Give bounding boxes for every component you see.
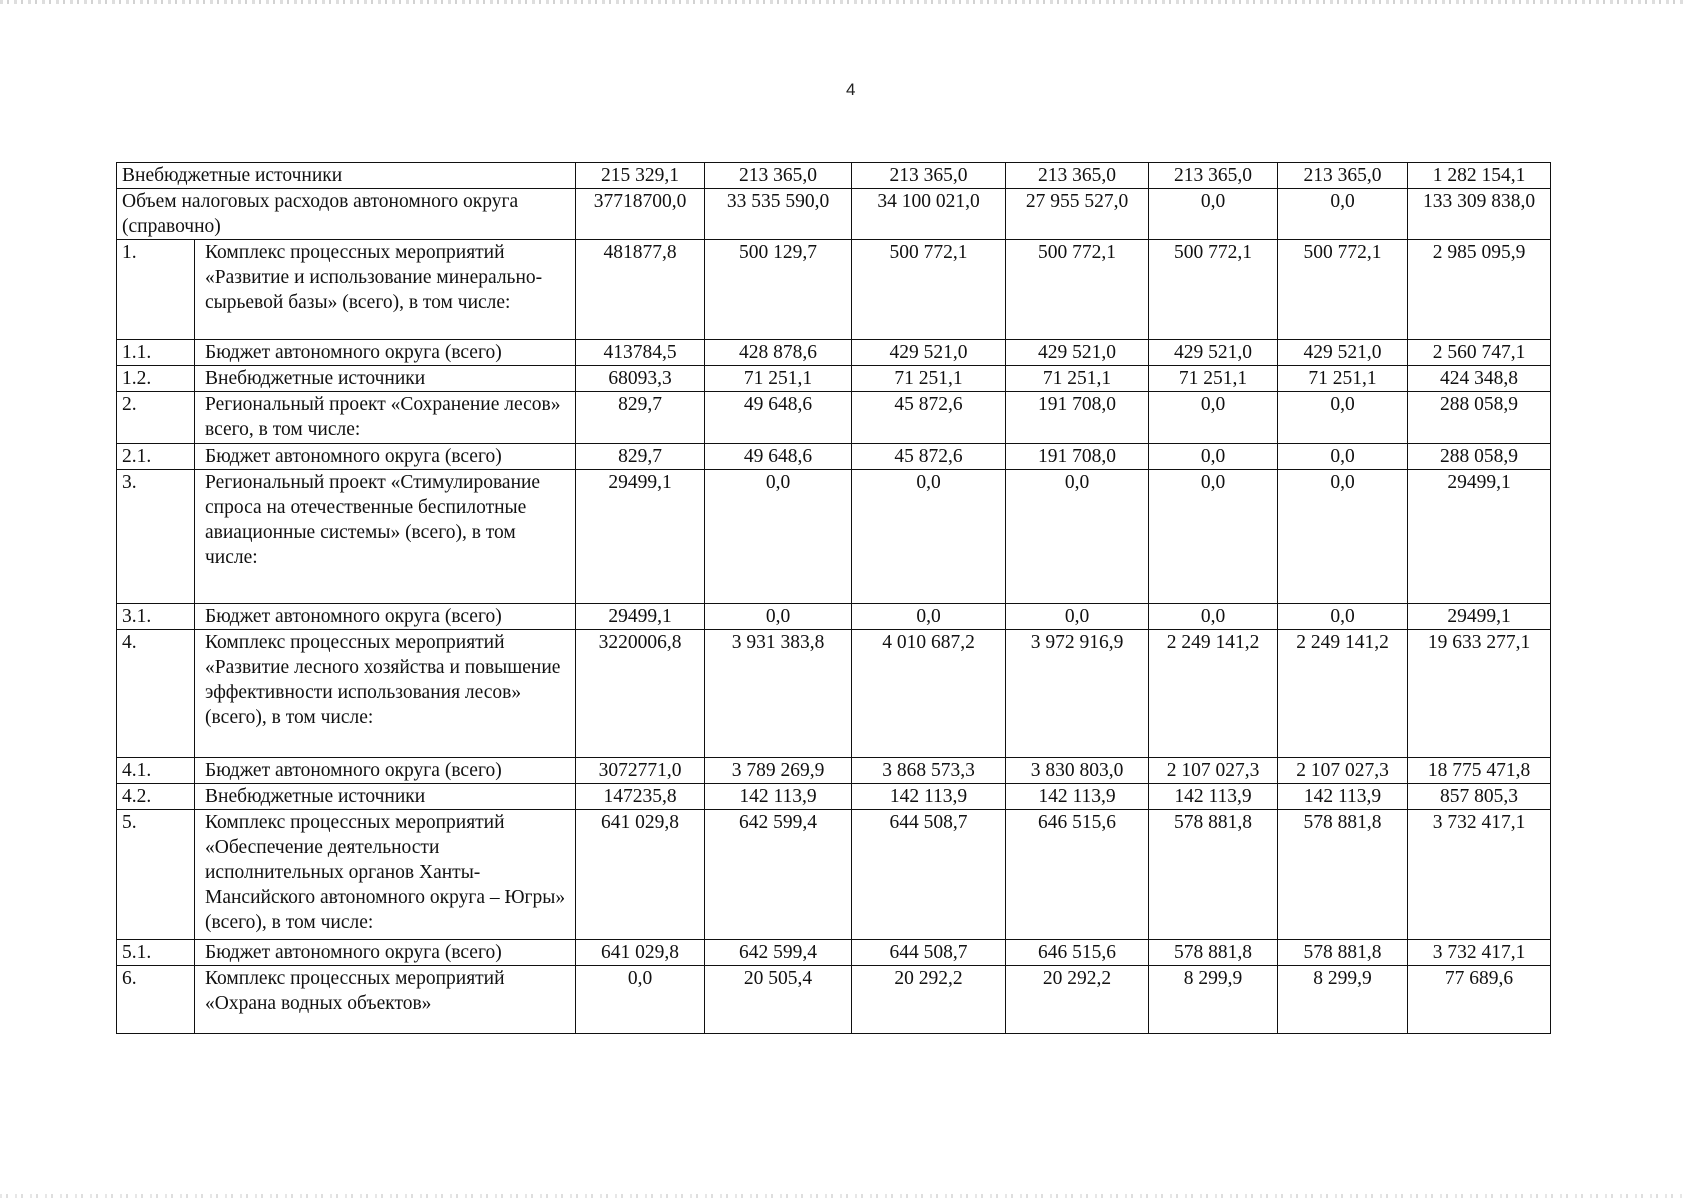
value-cell: 33 535 590,0: [705, 189, 852, 240]
row-name: Комплекс процессных мероприятий «Обеспечение деятельности исполнительных органов Ханты-Мансийского автономного округа – Югры» (всего), в том числе:: [195, 810, 576, 940]
value-cell: 8 299,9: [1149, 966, 1278, 1034]
table-row: [117, 966, 1551, 1034]
value-cell: 0,0: [1149, 604, 1278, 630]
value-cell: 68093,3: [576, 366, 705, 392]
row-index: 5.1.: [117, 940, 195, 966]
total-cell: 29499,1: [1408, 470, 1551, 604]
value-cell: 2 249 141,2: [1149, 630, 1278, 758]
budget-table: [116, 162, 1551, 1034]
value-cell: 429 521,0: [852, 340, 1006, 366]
value-cell: 29499,1: [576, 470, 705, 604]
value-cell: 213 365,0: [1149, 163, 1278, 189]
value-cell: 578 881,8: [1278, 940, 1408, 966]
value-cell: 0,0: [1006, 470, 1149, 604]
value-cell: 644 508,7: [852, 940, 1006, 966]
page-number: 4: [846, 80, 856, 99]
row-index: 2.1.: [117, 444, 195, 470]
value-cell: 642 599,4: [705, 940, 852, 966]
value-cell: 71 251,1: [705, 366, 852, 392]
row-name: Внебюджетные источники: [117, 163, 576, 189]
value-cell: 142 113,9: [1278, 784, 1408, 810]
value-cell: 0,0: [1149, 189, 1278, 240]
table-row: [117, 163, 1551, 189]
table-row: [117, 240, 1551, 340]
value-cell: 0,0: [1278, 392, 1408, 444]
value-cell: 37718700,0: [576, 189, 705, 240]
row-name: Внебюджетные источники: [195, 784, 576, 810]
total-cell: 288 058,9: [1408, 444, 1551, 470]
table-row: [117, 630, 1551, 758]
value-cell: 45 872,6: [852, 444, 1006, 470]
row-name: Внебюджетные источники: [195, 366, 576, 392]
value-cell: 500 129,7: [705, 240, 852, 340]
scan-edge-top: [0, 0, 1686, 4]
row-index: 4.2.: [117, 784, 195, 810]
value-cell: 413784,5: [576, 340, 705, 366]
row-index: 2.: [117, 392, 195, 444]
total-cell: 3 732 417,1: [1408, 940, 1551, 966]
value-cell: 644 508,7: [852, 810, 1006, 940]
value-cell: 481877,8: [576, 240, 705, 340]
value-cell: 71 251,1: [852, 366, 1006, 392]
value-cell: 3 789 269,9: [705, 758, 852, 784]
value-cell: 829,7: [576, 392, 705, 444]
value-cell: 0,0: [852, 470, 1006, 604]
value-cell: 0,0: [1149, 470, 1278, 604]
row-name: Комплекс процессных мероприятий «Развитие и использование минерально-сырьевой базы» (всего), в том числе:: [195, 240, 576, 340]
row-name: Объем налоговых расходов автономного округа (справочно): [117, 189, 576, 240]
row-index: 1.1.: [117, 340, 195, 366]
value-cell: 213 365,0: [1006, 163, 1149, 189]
row-name: Бюджет автономного округа (всего): [195, 604, 576, 630]
row-name: Бюджет автономного округа (всего): [195, 758, 576, 784]
value-cell: 2 107 027,3: [1149, 758, 1278, 784]
value-cell: 0,0: [852, 604, 1006, 630]
value-cell: 500 772,1: [852, 240, 1006, 340]
row-index: 3.: [117, 470, 195, 604]
table-row: [117, 810, 1551, 940]
value-cell: 2 249 141,2: [1278, 630, 1408, 758]
scan-edge-bottom: [0, 1194, 1686, 1198]
value-cell: 142 113,9: [1006, 784, 1149, 810]
total-cell: 2 985 095,9: [1408, 240, 1551, 340]
value-cell: 2 107 027,3: [1278, 758, 1408, 784]
value-cell: 642 599,4: [705, 810, 852, 940]
value-cell: 0,0: [705, 604, 852, 630]
value-cell: 0,0: [1278, 604, 1408, 630]
value-cell: 0,0: [1149, 392, 1278, 444]
value-cell: 641 029,8: [576, 940, 705, 966]
total-cell: 857 805,3: [1408, 784, 1551, 810]
value-cell: 0,0: [1278, 189, 1408, 240]
table-row: [117, 940, 1551, 966]
row-index: 1.: [117, 240, 195, 340]
total-cell: 19 633 277,1: [1408, 630, 1551, 758]
value-cell: 20 292,2: [1006, 966, 1149, 1034]
value-cell: 500 772,1: [1278, 240, 1408, 340]
value-cell: 29499,1: [576, 604, 705, 630]
value-cell: 142 113,9: [852, 784, 1006, 810]
row-index: 6.: [117, 966, 195, 1034]
total-cell: 133 309 838,0: [1408, 189, 1551, 240]
budget-table-body: [117, 163, 1551, 1034]
value-cell: 27 955 527,0: [1006, 189, 1149, 240]
value-cell: 71 251,1: [1278, 366, 1408, 392]
value-cell: 142 113,9: [1149, 784, 1278, 810]
value-cell: 215 329,1: [576, 163, 705, 189]
table-row: [117, 444, 1551, 470]
row-name: Бюджет автономного округа (всего): [195, 340, 576, 366]
row-index: 4.1.: [117, 758, 195, 784]
total-cell: 424 348,8: [1408, 366, 1551, 392]
value-cell: 71 251,1: [1006, 366, 1149, 392]
table-row: [117, 758, 1551, 784]
value-cell: 0,0: [576, 966, 705, 1034]
row-name: Бюджет автономного округа (всего): [195, 940, 576, 966]
value-cell: 45 872,6: [852, 392, 1006, 444]
value-cell: 0,0: [705, 470, 852, 604]
value-cell: 646 515,6: [1006, 940, 1149, 966]
value-cell: 213 365,0: [1278, 163, 1408, 189]
value-cell: 578 881,8: [1149, 810, 1278, 940]
value-cell: 3 931 383,8: [705, 630, 852, 758]
value-cell: 3072771,0: [576, 758, 705, 784]
value-cell: 500 772,1: [1149, 240, 1278, 340]
value-cell: 0,0: [1149, 444, 1278, 470]
value-cell: 8 299,9: [1278, 966, 1408, 1034]
row-name: Региональный проект «Сохранение лесов» всего, в том числе:: [195, 392, 576, 444]
value-cell: 49 648,6: [705, 444, 852, 470]
row-index: 4.: [117, 630, 195, 758]
value-cell: 578 881,8: [1278, 810, 1408, 940]
row-name: Комплекс процессных мероприятий «Развитие лесного хозяйства и повышение эффективности использования лесов» (всего), в том числе:: [195, 630, 576, 758]
table-row: [117, 189, 1551, 240]
value-cell: 20 292,2: [852, 966, 1006, 1034]
value-cell: 3220006,8: [576, 630, 705, 758]
value-cell: 429 521,0: [1006, 340, 1149, 366]
total-cell: 18 775 471,8: [1408, 758, 1551, 784]
value-cell: 641 029,8: [576, 810, 705, 940]
value-cell: 646 515,6: [1006, 810, 1149, 940]
value-cell: 4 010 687,2: [852, 630, 1006, 758]
total-cell: 1 282 154,1: [1408, 163, 1551, 189]
row-name: Комплекс процессных мероприятий «Охрана водных объектов»: [195, 966, 576, 1034]
value-cell: 147235,8: [576, 784, 705, 810]
value-cell: 429 521,0: [1278, 340, 1408, 366]
total-cell: 3 732 417,1: [1408, 810, 1551, 940]
value-cell: 142 113,9: [705, 784, 852, 810]
value-cell: 578 881,8: [1149, 940, 1278, 966]
value-cell: 428 878,6: [705, 340, 852, 366]
value-cell: 20 505,4: [705, 966, 852, 1034]
table-row: [117, 392, 1551, 444]
value-cell: 829,7: [576, 444, 705, 470]
total-cell: 77 689,6: [1408, 966, 1551, 1034]
total-cell: 288 058,9: [1408, 392, 1551, 444]
table-row: [117, 340, 1551, 366]
value-cell: 3 868 573,3: [852, 758, 1006, 784]
row-name: Бюджет автономного округа (всего): [195, 444, 576, 470]
row-index: 5.: [117, 810, 195, 940]
value-cell: 34 100 021,0: [852, 189, 1006, 240]
value-cell: 0,0: [1006, 604, 1149, 630]
row-index: 3.1.: [117, 604, 195, 630]
value-cell: 0,0: [1278, 470, 1408, 604]
value-cell: 500 772,1: [1006, 240, 1149, 340]
table-row: [117, 784, 1551, 810]
value-cell: 3 972 916,9: [1006, 630, 1149, 758]
value-cell: 3 830 803,0: [1006, 758, 1149, 784]
value-cell: 213 365,0: [705, 163, 852, 189]
value-cell: 191 708,0: [1006, 444, 1149, 470]
value-cell: 191 708,0: [1006, 392, 1149, 444]
total-cell: 2 560 747,1: [1408, 340, 1551, 366]
table-row: [117, 604, 1551, 630]
total-cell: 29499,1: [1408, 604, 1551, 630]
row-name: Региональный проект «Стимулирование спроса на отечественные беспилотные авиационные системы» (всего), в том числе:: [195, 470, 576, 604]
value-cell: 71 251,1: [1149, 366, 1278, 392]
table-row: [117, 366, 1551, 392]
value-cell: 49 648,6: [705, 392, 852, 444]
table-row: [117, 470, 1551, 604]
value-cell: 0,0: [1278, 444, 1408, 470]
row-index: 1.2.: [117, 366, 195, 392]
value-cell: 213 365,0: [852, 163, 1006, 189]
value-cell: 429 521,0: [1149, 340, 1278, 366]
